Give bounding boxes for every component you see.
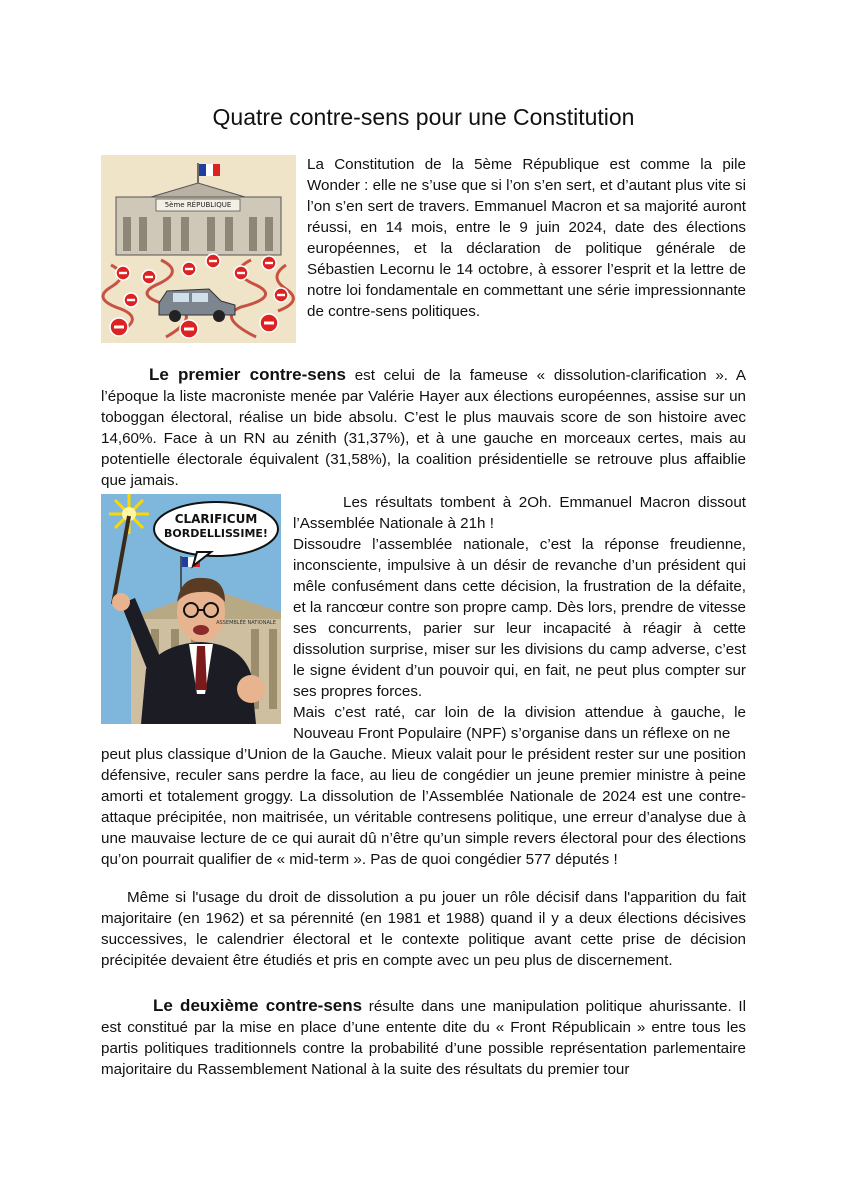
speech-bubble-line-1: CLARIFICUM (174, 512, 258, 526)
facade-label: ASSEMBLÉE NATIONALE (216, 620, 276, 626)
building-label: 5ème RÉPUBLIQUE (164, 201, 232, 209)
macron-cartoon-illustration (101, 494, 281, 724)
section1-paragraph-2c: Mais c’est raté, car loin de la division attendue à gauche, le Nouveau Front Populaire (NPF) s’organise dans un réflexe on ne (293, 704, 746, 742)
section1-text-1: est celui de la fameuse « dissolution-clarification ». A l’époque la liste macroniste menée par Valérie Hayer aux élections européennes, assise sur un toboggan électoral, réalise un bide absolu. C’est le plus mauvais score de son histoire avec 14,60%. Face à un RN au zénith (31,37%), et à une gauche en morceaux certes, mais au potentielle électorale équivalent (31,58%), la coalition présidentielle se retrouve plus affaiblie que jamais. (101, 367, 746, 489)
section1-paragraph-2a: Les résultats tombent à 2Oh. Emmanuel Macron dissout l’Assemblée Nationale à 21h ! (293, 494, 746, 532)
section1-paragraph-1 (101, 364, 746, 491)
section1-lead: Le premier contre-sens (149, 365, 346, 384)
section1-paragraph-4: Même si l'usage du droit de dissolution a pu jouer un rôle décisif dans l'apparition du fait majoritaire (en 1962) et sa pérennité (en 1981 et 1988) quand il y a deux élections décisives successives, le calendrier électoral et le contexte politique avant cette prise de décision précipitée devaient être étudiés et pris en compte avec un peu plus de discernement. (101, 889, 746, 969)
section2-paragraph-1 (101, 995, 746, 1080)
intro-paragraph: La Constitution de la 5ème République est comme la pile Wonder : elle ne s’use que si l’on s’en sert, et d’autant plus vite si l’on s’en sert de travers. Emmanuel Macron et sa majorité auront réussi, en 14 mois, entre le 9 juin 2024, date des élections européennes, et la déclaration de politique générale de Sébastien Lecornu le 14 octobre, à essorer l’esprit et la lettre de notre loi fondamentale en commettant une série impressionnante de contre-sens politiques. (307, 156, 746, 320)
section1-paragraph-3: peut plus classique d’Union de la Gauche. Mieux valait pour le président rester sur une position défensive, reculer sans perdre la face, au lieu de congédier un jeune premier ministre à peine amorti et totalement groggy. La dissolution de l’Assemblée Nationale de 2024 est une contre-attaque précipitée, non maitrisée, un véritable contresens politique, une erreur d’analyse due à une mauvaise lecture de ce qui aurait dû n’être qu’un simple revers électoral pour des élections qu’on pourrait qualifier de « mid-term ». Pas de quoi congédier 577 députés ! (101, 746, 746, 868)
section2-lead: Le deuxième contre-sens (153, 996, 363, 1015)
section2-text-1: résulte dans une manipulation politique ahurissante. Il est constitué par la mise en place d’une entente dite du « Front Républicain » entre tous les partis politiques traditionnels contre la probabilité d’une possible représentation parlementaire majoritaire du Rassemblement National à la suite des résultats du premier tour (101, 998, 746, 1078)
page-title: Quatre contre-sens pour une Constitution (212, 104, 635, 130)
section1-paragraph-2b: Dissoudre l’assemblée nationale, c’est la réponse freudienne, inconsciente, impulsive à un désir de revanche d’un président qui mêle confusément dans cette décision, la frustration de la défaite, et la rancœur contre son propre camp. Dès lors, prendre de vitesse ses concurrents, parier sur leur incapacité à réagir à cette dissolution surprise, miser sur les divisions du camp adverse, c’est le signe évident d’un pouvoir qui, en fait, ne peut plus compter sur ses propres forces. (293, 536, 746, 700)
speech-bubble-line-2: BORDELLISSIME! (164, 527, 268, 540)
republic-building-illustration (101, 155, 296, 343)
